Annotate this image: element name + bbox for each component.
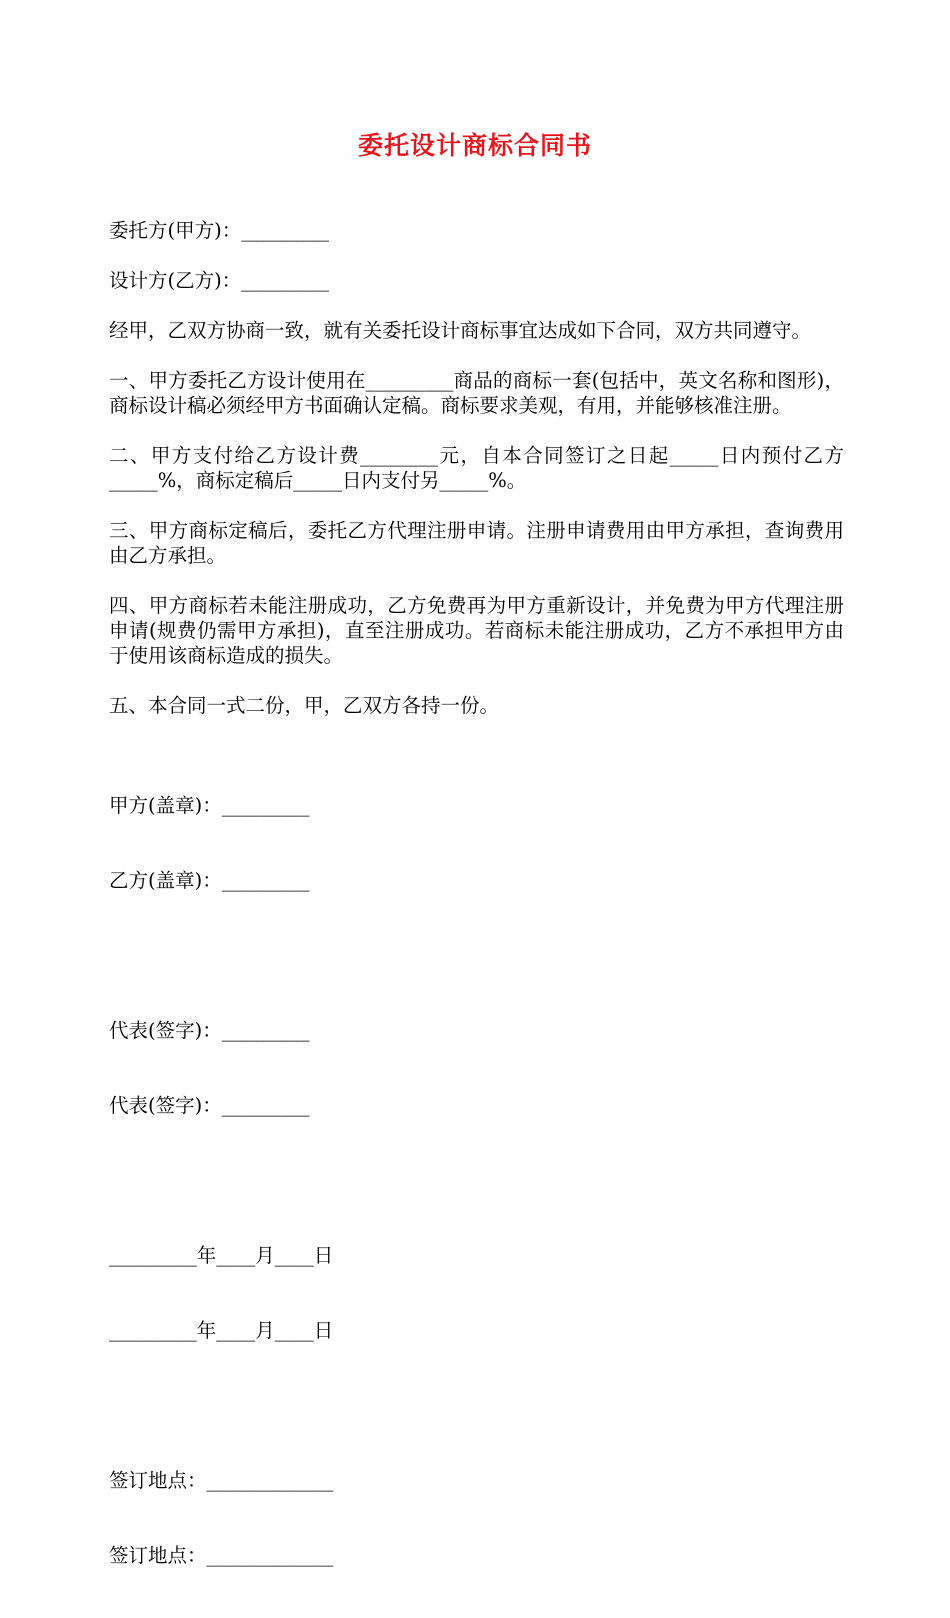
date-a: _________年____月____日 bbox=[109, 1244, 334, 1267]
clause-3: 三、甲方商标定稿后，委托乙方代理注册申请。注册申请费用由甲方承担，查询费用由乙方承担。 bbox=[109, 519, 844, 567]
clause-4: 四、甲方商标若未能注册成功，乙方免费再为甲方重新设计，并免费为甲方代理注册申请(规费仍需甲方承担)，直至注册成功。若商标未能注册成功，乙方不承担甲方由于使用该商标造成的损失。 bbox=[109, 594, 844, 667]
representative-b: 代表(签字)：_________ bbox=[109, 1094, 310, 1117]
seal-party-a: 甲方(盖章)：_________ bbox=[109, 794, 310, 817]
party-a-line: 委托方(甲方)：_________ bbox=[109, 219, 329, 242]
intro-paragraph: 经甲，乙双方协商一致，就有关委托设计商标事宜达成如下合同，双方共同遵守。 bbox=[109, 319, 812, 342]
party-b-line: 设计方(乙方)：_________ bbox=[109, 269, 329, 292]
document-title: 委托设计商标合同书 bbox=[357, 131, 592, 160]
clause-5: 五、本合同一式二份，甲，乙双方各持一份。 bbox=[109, 694, 500, 717]
signing-place-b: 签订地点：_____________ bbox=[109, 1544, 334, 1567]
clause-2: 二、甲方支付给乙方设计费________元，自本合同签订之日起_____日内预付乙方_____%，商标定稿后_____日内支付另_____%。 bbox=[109, 444, 844, 492]
representative-block bbox=[109, 968, 844, 1168]
clause-1: 一、甲方委托乙方设计使用在_________商品的商标一套(包括中，英文名称和图形)，商标设计稿必须经甲方书面确认定稿。商标要求美观，有用，并能够核准注册。 bbox=[109, 369, 844, 417]
date-b: _________年____月____日 bbox=[109, 1319, 334, 1342]
signing-place-a: 签订地点：_____________ bbox=[109, 1469, 334, 1492]
seal-block bbox=[109, 743, 844, 943]
seal-party-b: 乙方(盖章)：_________ bbox=[109, 869, 310, 892]
representative-a: 代表(签字)：_________ bbox=[109, 1019, 310, 1042]
place-block bbox=[109, 1418, 844, 1618]
document-body bbox=[109, 218, 844, 1618]
date-block bbox=[109, 1193, 844, 1393]
